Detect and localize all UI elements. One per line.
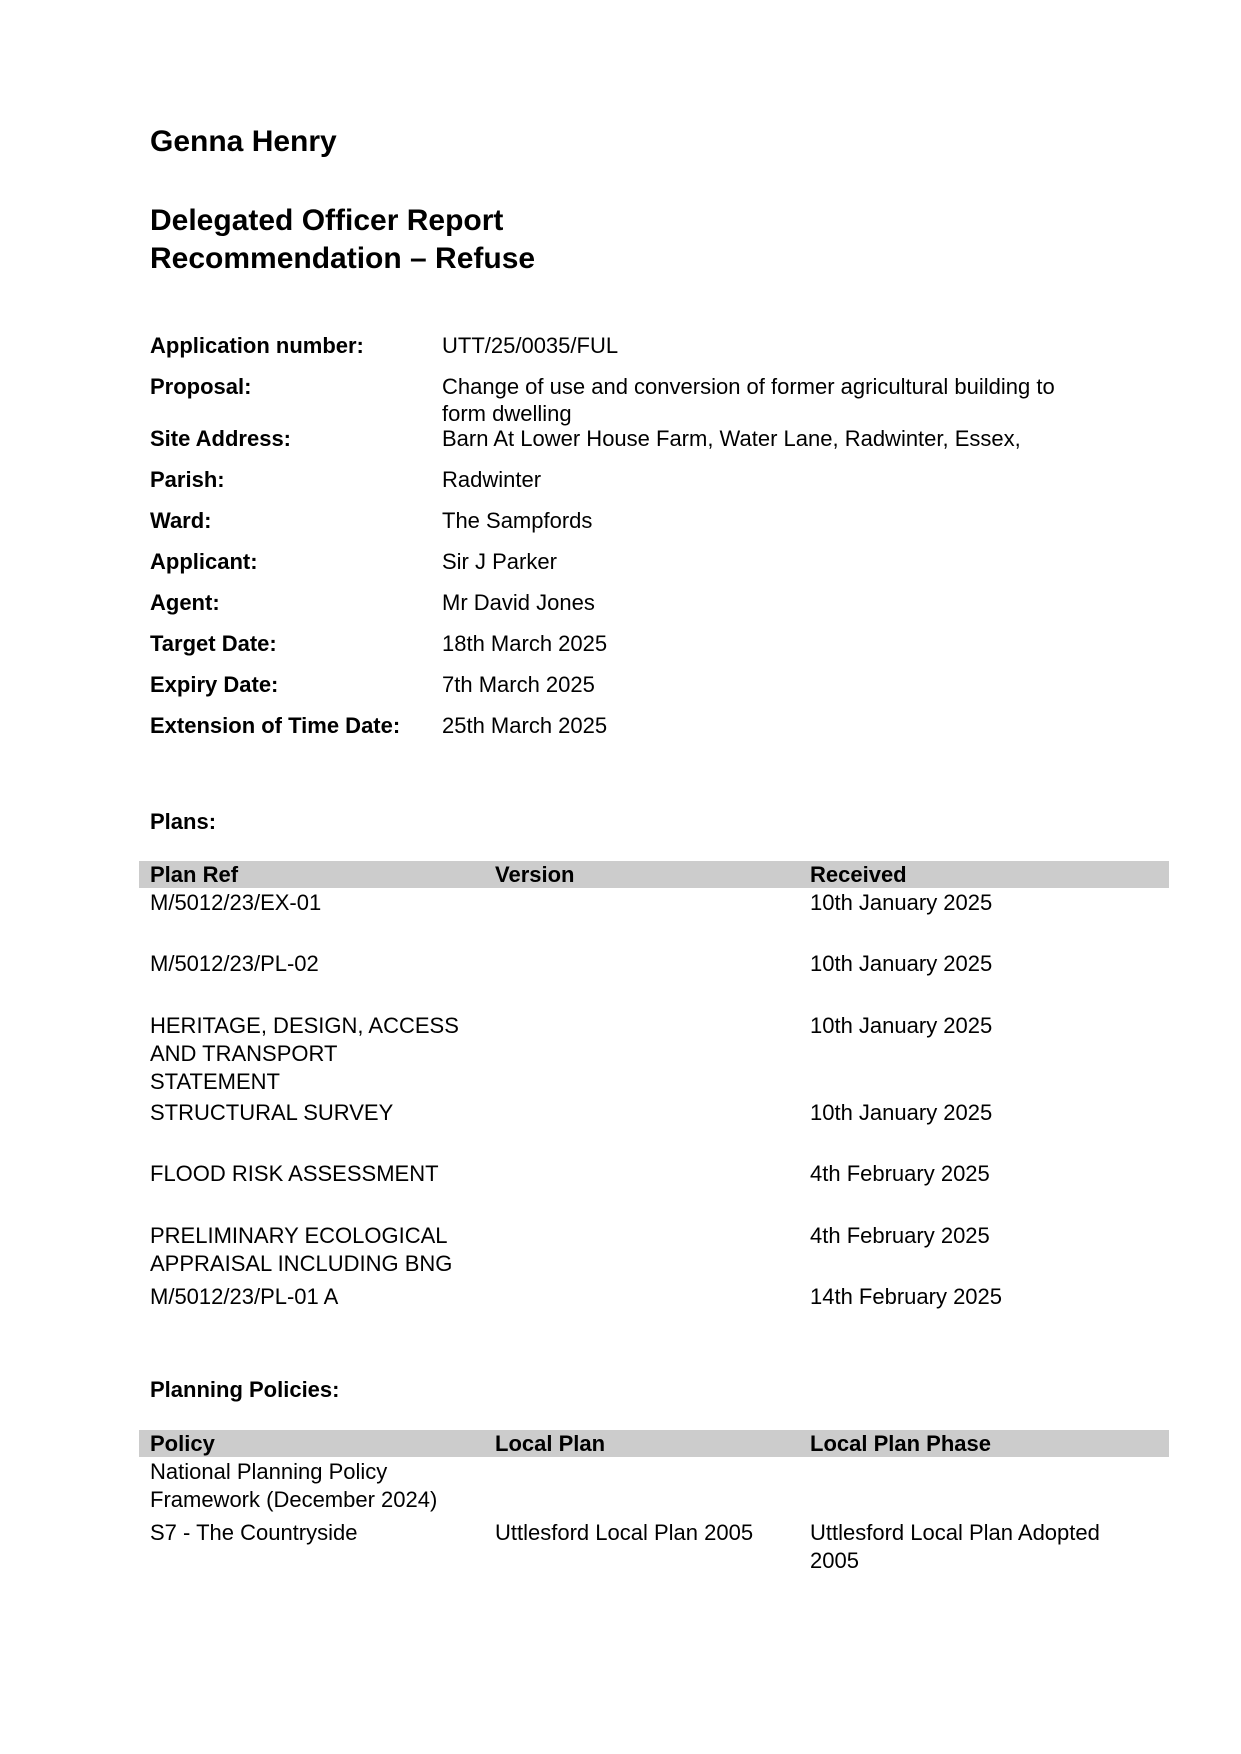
plan-ref: M/5012/23/PL-02 — [150, 951, 319, 976]
detail-label: Expiry Date: — [150, 672, 279, 697]
detail-value: Change of use and conversion of former agricultural building to form dwelling — [442, 374, 1055, 426]
plan-received: 10th January 2025 — [810, 1013, 993, 1038]
policy-name: National Planning Policy Framework (December 2024) — [150, 1459, 438, 1512]
plan-ref: HERITAGE, DESIGN, ACCESS AND TRANSPORT STATEMENT — [150, 1013, 459, 1094]
recommendation-line: Recommendation – Refuse — [150, 242, 536, 275]
plans-table-header — [139, 861, 1169, 888]
plan-ref: M/5012/23/EX-01 — [150, 890, 322, 915]
detail-label: Target Date: — [150, 631, 277, 656]
detail-label: Site Address: — [150, 426, 292, 451]
column-header-policy: Policy — [150, 1431, 215, 1456]
plan-ref: PRELIMINARY ECOLOGICAL APPRAISAL INCLUDING BNG — [150, 1223, 453, 1276]
column-header-local-plan-phase: Local Plan Phase — [810, 1431, 991, 1456]
column-header-plan-ref: Plan Ref — [150, 862, 239, 887]
column-header-local-plan: Local Plan — [495, 1431, 606, 1456]
plans-heading: Plans: — [150, 809, 217, 834]
detail-label: Proposal: — [150, 374, 252, 399]
policy-local-plan: Uttlesford Local Plan 2005 — [495, 1520, 754, 1545]
detail-label: Agent: — [150, 590, 220, 615]
report-title-line: Delegated Officer Report — [150, 204, 504, 237]
plan-ref: STRUCTURAL SURVEY — [150, 1100, 394, 1125]
plan-ref: M/5012/23/PL-01 A — [150, 1284, 339, 1309]
column-header-version: Version — [495, 862, 575, 887]
report-title — [150, 202, 535, 278]
detail-label: Application number: — [150, 333, 364, 358]
plan-received: 4th February 2025 — [810, 1223, 990, 1248]
policy-local-plan-phase: Uttlesford Local Plan Adopted 2005 — [810, 1520, 1100, 1573]
detail-value: Sir J Parker — [442, 549, 557, 574]
detail-label: Ward: — [150, 508, 212, 533]
plan-received: 10th January 2025 — [810, 951, 993, 976]
detail-value: Radwinter — [442, 467, 542, 492]
officer-name: Genna Henry — [150, 125, 337, 158]
detail-label: Extension of Time Date: — [150, 713, 401, 738]
plan-received: 14th February 2025 — [810, 1284, 1003, 1309]
plan-ref: FLOOD RISK ASSESSMENT — [150, 1161, 439, 1186]
detail-label: Parish: — [150, 467, 225, 492]
planning-policies-heading: Planning Policies: — [150, 1377, 340, 1402]
detail-value: 7th March 2025 — [442, 672, 595, 697]
policies-table-header — [139, 1430, 1169, 1457]
detail-value: UTT/25/0035/FUL — [442, 333, 619, 358]
detail-value: 18th March 2025 — [442, 631, 608, 656]
detail-value: Barn At Lower House Farm, Water Lane, Radwinter, Essex, — [442, 426, 1021, 451]
detail-value: The Sampfords — [442, 508, 593, 533]
detail-value: Mr David Jones — [442, 590, 595, 615]
plan-received: 10th January 2025 — [810, 890, 993, 915]
plan-received: 10th January 2025 — [810, 1100, 993, 1125]
detail-label: Applicant: — [150, 549, 258, 574]
column-header-received: Received — [810, 862, 907, 887]
detail-value: 25th March 2025 — [442, 713, 608, 738]
plan-received: 4th February 2025 — [810, 1161, 990, 1186]
policy-name: S7 - The Countryside — [150, 1520, 358, 1545]
